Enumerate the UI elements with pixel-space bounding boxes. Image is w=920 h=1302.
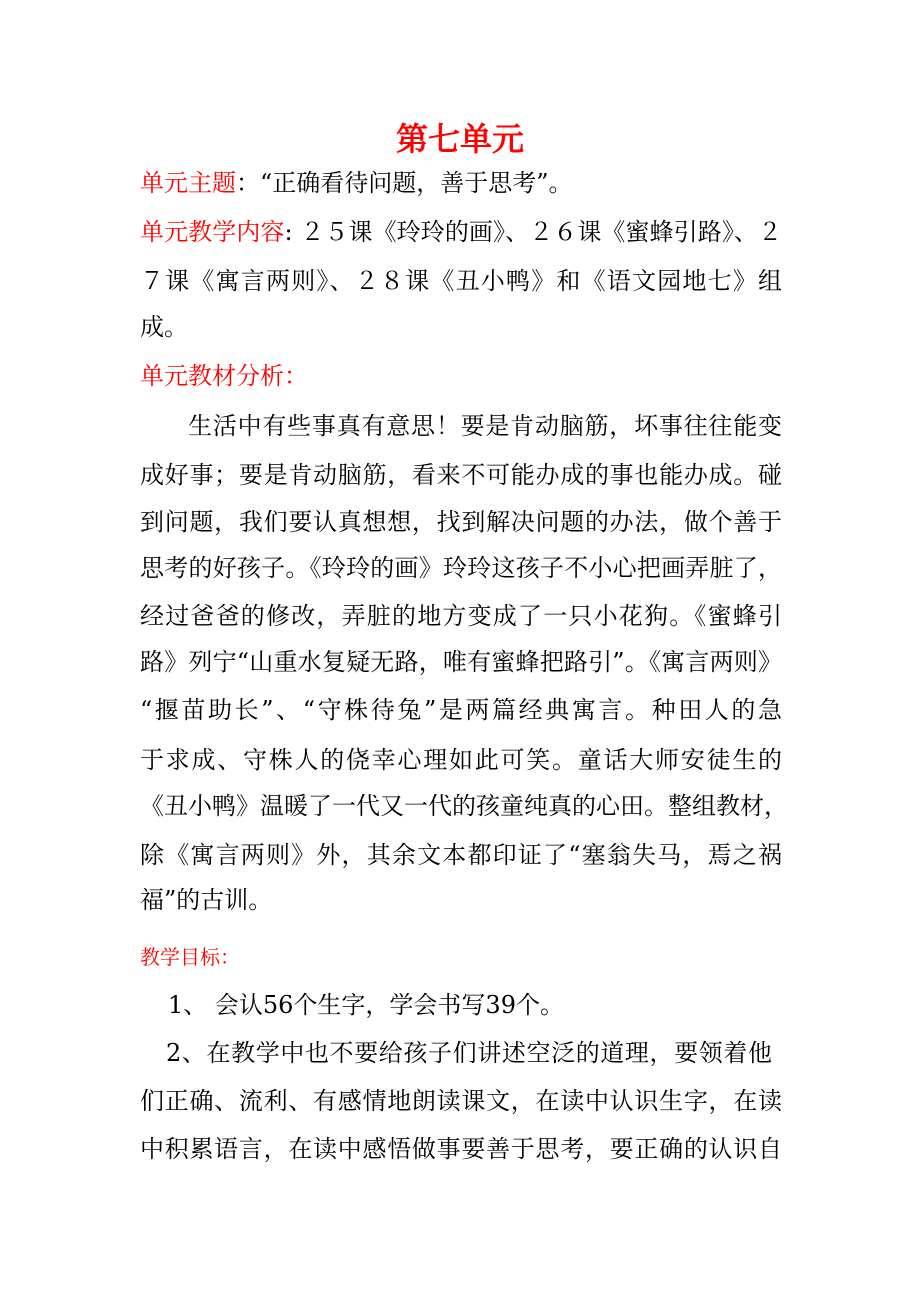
goals-label: 教学目标： — [140, 945, 240, 969]
goal-item: 中积累语言，在读中感悟做事要善于思考，要正确的认识自 — [140, 1135, 782, 1163]
content-line: 成。 — [140, 313, 188, 341]
analysis-line: 路》列宁“山重水复疑无路，唯有蜜蜂把路引”。《寓言两则》 — [140, 648, 782, 676]
analysis-label: 单元教材分析： — [140, 362, 308, 390]
content-label: 单元教学内容 — [140, 218, 285, 246]
analysis-line: 经过爸爸的修改，弄脏的地方变成了一只小花狗。《蜜蜂引 — [140, 602, 782, 630]
goal-item: 1、 会认56个生字，学会书写39个。 — [168, 991, 564, 1019]
unit-theme — [140, 168, 782, 198]
analysis-line: 福”的古训。 — [140, 886, 273, 914]
analysis-line: 《丑小鸭》温暖了一代又一代的孩童纯真的心田。整组教材， — [140, 792, 788, 820]
analysis-line: 到问题，我们要认真想想，找到解决问题的办法，做个善于 — [140, 508, 782, 536]
goal-item: 们正确、流利、有感情地朗读课文，在读中认识生字，在读 — [140, 1087, 782, 1115]
analysis-line: “揠苗助长”、“守株待兔”是两篇经典寓言。种田人的急 — [140, 696, 782, 724]
theme-label: 单元主题 — [140, 169, 236, 197]
content-line: ７课《寓言两则》、２８课《丑小鸭》和《语文园地七》组 — [140, 267, 782, 295]
content-text: : ２５课《玲玲的画》、２６课《蜜蜂引路》、２ — [284, 218, 783, 246]
analysis-line: 思考的好孩子。《玲玲的画》玲玲这孩子不小心把画弄脏了， — [140, 554, 782, 582]
analysis-line: 生活中有些事真有意思！要是肯动脑筋，坏事往往能变 — [188, 412, 782, 440]
page-title: 第七单元 — [395, 120, 524, 158]
analysis-line: 成好事；要是肯动脑筋，看来不可能办成的事也能办成。碰 — [140, 461, 782, 489]
unit-content-line — [140, 217, 782, 247]
analysis-line: 除《寓言两则》外，其余文本都印证了“塞翁失马，焉之祸 — [140, 841, 782, 869]
theme-text: ：“正确看待问题，善于思考”。 — [236, 169, 573, 197]
analysis-line: 于求成、守株人的侥幸心理如此可笑。童话大师安徒生的 — [140, 746, 782, 774]
goal-item: 2、在教学中也不要给孩子们讲述空泛的道理，要领着他 — [166, 1039, 772, 1067]
